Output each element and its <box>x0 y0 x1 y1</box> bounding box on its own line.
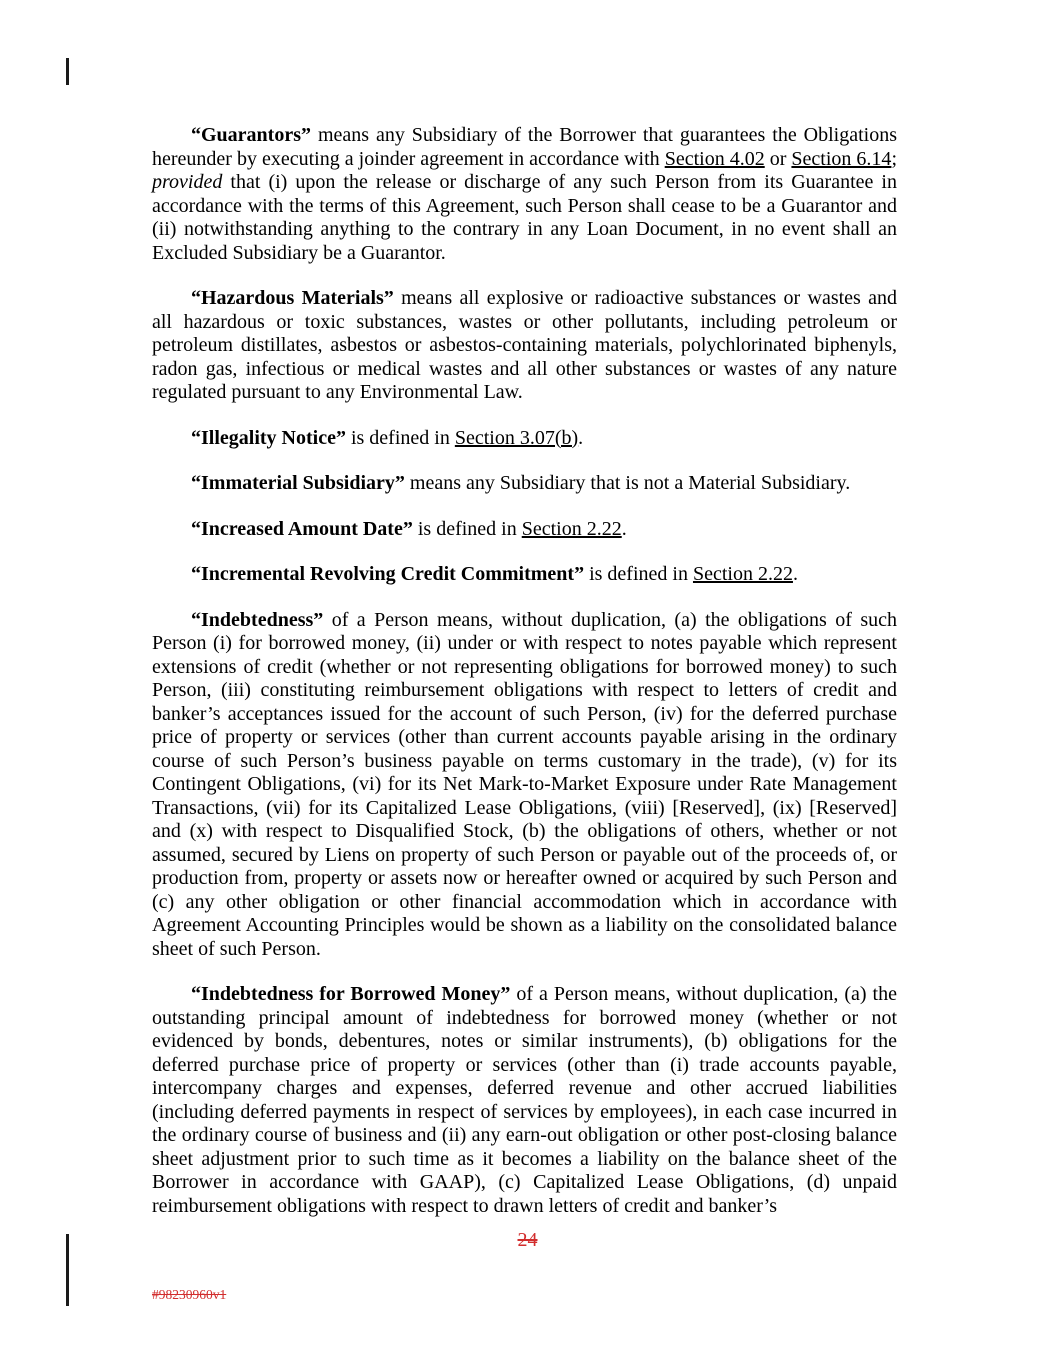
text-run: that (i) upon the release or discharge of any such Person from its Guarantee in accordance with the terms of this Agreement, such Person shall cease to be a Guarantor and (ii) notwithstanding anything to the contrary in any Loan Document, in no event shall an Excluded Subsidiary be a Guarantor. <box>152 171 897 264</box>
paragraph <box>152 563 897 587</box>
text-run: of a Person means, without duplication, (a) the outstanding principal amount of indebtedness for borrowed money (whether or not evidenced by bonds, debentures, notes or similar instruments), (b) obligations for the deferred purchase price of property or services (other than (i) trade accounts payable, intercompany charges and expenses, deferred revenue and other accrued liabilities (including deferred payments in respect of services by employees), in each case incurred in the ordinary course of business and (ii) any earn-out obligation or other post-closing balance sheet adjustment prior to such time as it becomes a liability on the balance sheet of the Borrower in accordance with GAAP), (c) Capitalized Lease Obligations, (d) unpaid reimbursement obligations with respect to drawn letters of credit and banker’s <box>152 983 897 1217</box>
paragraph <box>152 427 897 451</box>
text-run: . <box>792 563 798 585</box>
text-run: or <box>764 147 792 170</box>
page-number <box>0 1229 1055 1252</box>
section-reference: Section 3.07(b) <box>454 426 579 449</box>
text-run: is defined in <box>412 517 522 540</box>
paragraph <box>152 983 897 1218</box>
text-run: is defined in <box>584 563 693 585</box>
section-reference: Section 6.14 <box>791 147 892 170</box>
paragraph <box>152 472 897 496</box>
paragraph <box>152 518 897 542</box>
defined-term: “Illegality Notice” <box>191 426 346 449</box>
text-run: . <box>621 517 627 540</box>
defined-term: “Increased Amount Date” <box>191 517 413 540</box>
defined-term: “Immaterial Subsidiary” <box>191 472 405 494</box>
change-bar-top <box>66 58 69 85</box>
defined-term: “Indebtedness” <box>191 608 324 631</box>
text-run: means any Subsidiary that is not a Material Subsidiary. <box>404 472 851 494</box>
text-run: ; <box>891 147 897 170</box>
defined-term: “Incremental Revolving Credit Commitment” <box>191 563 585 585</box>
defined-term: “Hazardous Materials” <box>191 287 394 309</box>
paragraph <box>152 287 897 405</box>
text-run: is defined in <box>345 426 455 449</box>
definitions-body <box>152 124 897 1240</box>
section-reference: Section 4.02 <box>664 147 765 170</box>
text-run: means all explosive or radioactive substances or wastes and all hazardous or toxic substances, wastes or other pollutants, including petroleum or petroleum distillates, asbestos or asbestos-containing materials, polychlorinated biphenyls, radon gas, infectious or medical wastes and all other substances or wastes of any nature regulated pursuant to any Environmental Law. <box>152 287 897 403</box>
paragraph <box>152 124 897 265</box>
footer-doc-id: #98230960v1 <box>152 1287 227 1302</box>
defined-term: “Guarantors” <box>191 124 311 146</box>
page-number-value: 24 <box>517 1229 538 1251</box>
defined-term: “Indebtedness for Borrowed Money” <box>191 983 511 1005</box>
section-reference: Section 2.22 <box>692 563 793 585</box>
text-run: provided <box>152 171 223 193</box>
text-run: . <box>578 426 584 449</box>
paragraph <box>152 609 897 962</box>
text-run: means any Subsidiary of the Borrower that guarantees the Obligations hereunder by executing a joinder agreement in accordance with <box>152 124 897 170</box>
text-run: of a Person means, without duplication, (a) the obligations of such Person (i) for borrowed money, (ii) under or with respect to notes payable which represent extensions of credit (whether or not representing obligations for borrowed money) to such Person, (iii) constituting reimbursement obligations with respect to letters of credit and banker’s acceptances issued for the account of such Person, (iv) for the deferred purchase price of property or services (other than current accounts payable arising in the ordinary course of such Person’s business payable on terms customary in the trade), (v) for its Contingent Obligations, (vi) for its Net Mark-to-Market Exposure under Rate Management Transactions, (vii) for its Capitalized Lease Obligations, (viii) [Reserved], (ix) [Reserved] and (x) with respect to Disqualified Stock, (b) the obligations of others, whether or not assumed, secured by Liens on property of such Person or payable out of the proceeds of, or production from, property or assets now or hereafter owned or acquired by such Person and (c) any other obligation or other financial accommodation which in accordance with Agreement Accounting Principles would be shown as a liability on the consolidated balance sheet of such Person. <box>152 608 897 960</box>
section-reference: Section 2.22 <box>521 517 622 540</box>
